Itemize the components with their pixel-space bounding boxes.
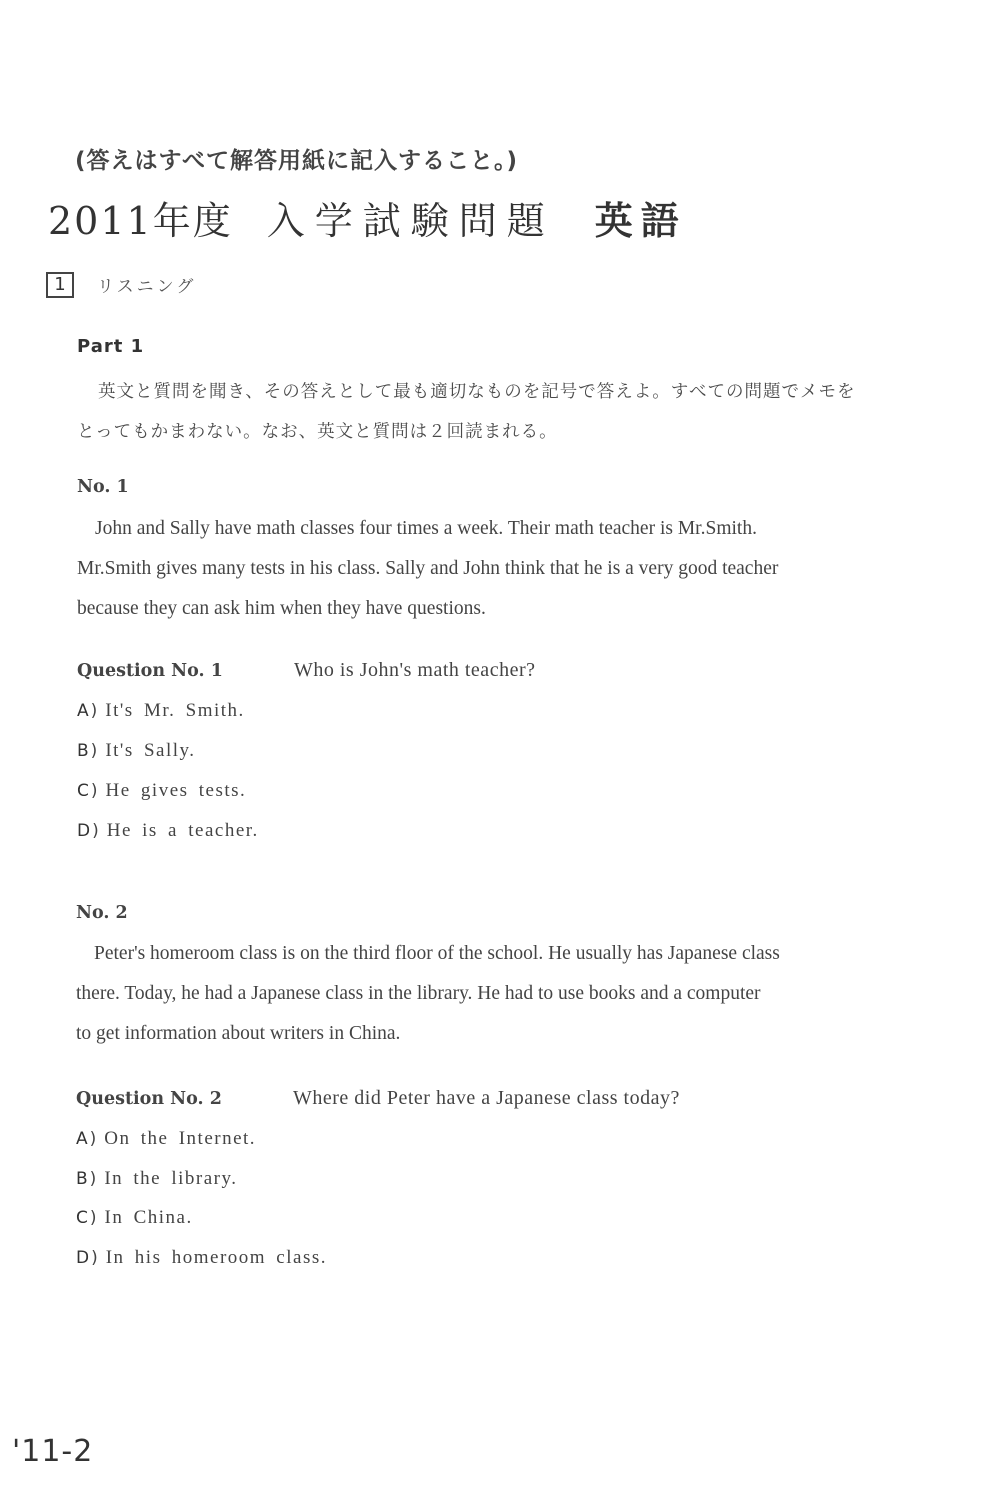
answer-option: D ) In his homeroom class. — [76, 1247, 327, 1268]
problem-passage — [77, 509, 937, 629]
page-number: '11-2 — [12, 1434, 94, 1469]
option-text: On the Internet. — [104, 1128, 257, 1149]
passage-line: to get information about writers in China. — [76, 1023, 401, 1044]
question-label: Question No. 2 — [76, 1089, 222, 1109]
passage-line: Mr.Smith gives many tests in his class. Sally and John think that he is a very good teacher — [77, 558, 779, 579]
answer-option: A ) On the Internet. — [76, 1128, 257, 1149]
question-label: Question No. 1 — [77, 661, 223, 681]
exam-type: 入学試験問題 — [266, 199, 555, 243]
answer-option: B ) In the library. — [76, 1168, 238, 1189]
exam-year: 2011年度 — [48, 199, 233, 243]
option-letter: D — [76, 1248, 90, 1268]
question-text: Where did Peter have a Japanese class today? — [293, 1087, 680, 1109]
problem-label: No. 2 — [76, 903, 128, 923]
passage-line: there. Today, he had a Japanese class in the library. He had to use books and a computer — [76, 983, 761, 1004]
instructions-line: 英文と質問を聞き、その答えとして最も適切なものを記号で答えよ。すべての問題でメモを — [98, 382, 856, 402]
answer-option: B ) It's Sally. — [77, 740, 196, 761]
section-title: リスニング — [97, 277, 197, 297]
answer-option: C ) In China. — [76, 1207, 193, 1228]
option-text: In the library. — [104, 1168, 238, 1189]
option-letter: B — [77, 741, 89, 761]
passage-line: Peter's homeroom class is on the third floor of the school. He usually has Japanese class — [94, 943, 780, 964]
option-letter: C — [77, 781, 89, 801]
passage-line: because they can ask him when they have questions. — [77, 598, 486, 619]
option-letter: D — [77, 821, 91, 841]
option-text: In his homeroom class. — [105, 1247, 327, 1268]
passage-line: John and Sally have math classes four times a week. Their math teacher is Mr.Smith. — [95, 518, 757, 539]
option-text: He gives tests. — [105, 780, 247, 801]
exam-subject: 英語 — [594, 199, 687, 243]
instructions-line: とってもかまわない。なお、英文と質問は２回読まれる。 — [77, 422, 558, 442]
option-text: It's Sally. — [105, 740, 196, 761]
option-letter: C — [76, 1208, 88, 1228]
option-text: In China. — [104, 1207, 193, 1228]
answer-option: D ) He is a teacher. — [77, 820, 259, 841]
part-label: Part 1 — [77, 336, 145, 357]
answer-instruction: (答えはすべて解答用紙に記入すること。) — [75, 148, 519, 174]
section-number-box: 1 — [46, 272, 74, 298]
option-letter: A — [76, 1129, 88, 1149]
problem-passage — [76, 934, 936, 1054]
question-text: Who is John's math teacher? — [294, 659, 536, 681]
part-instructions — [77, 372, 937, 452]
problem-label: No. 1 — [77, 477, 129, 497]
option-text: It's Mr. Smith. — [105, 700, 245, 721]
option-text: He is a teacher. — [106, 820, 259, 841]
option-letter: B — [76, 1169, 88, 1189]
option-letter: A — [77, 701, 89, 721]
exam-title — [48, 190, 687, 245]
answer-option: A ) It's Mr. Smith. — [77, 700, 245, 721]
answer-option: C ) He gives tests. — [77, 780, 247, 801]
